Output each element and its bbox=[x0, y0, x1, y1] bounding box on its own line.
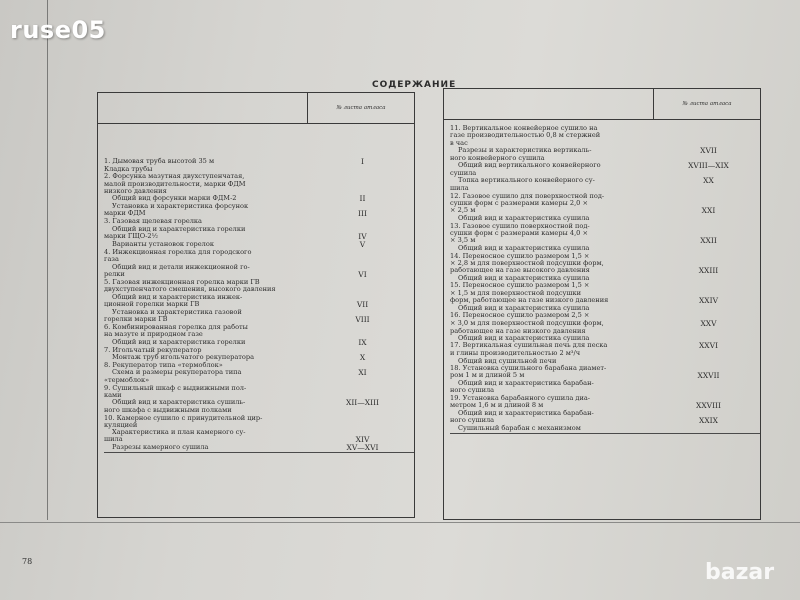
sheet-number bbox=[657, 193, 760, 200]
sheet-number bbox=[311, 166, 414, 173]
entry-title: Установка и характеристика форсунок bbox=[112, 202, 249, 211]
entry-title: сушки форм с размерами камеры 2,0 × bbox=[450, 199, 588, 208]
sheet-number: XXIII bbox=[698, 266, 719, 276]
seller-watermark: ruse05 bbox=[10, 16, 106, 44]
page-bottom-line bbox=[0, 522, 800, 523]
entry-underline bbox=[104, 452, 414, 453]
sheet-number: VIII bbox=[355, 315, 370, 325]
entry-title: 1. Дымовая труба высотой 35 м bbox=[104, 157, 215, 165]
page-number: 78 bbox=[22, 557, 33, 566]
entry-title: работающее на газе высокого давления bbox=[450, 266, 590, 275]
entry-title: × 3,0 м для поверхностной подсушки форм, bbox=[450, 318, 604, 327]
contents-table-left bbox=[97, 92, 415, 518]
entry-title: малой производительности, марки ФДМ bbox=[104, 179, 246, 188]
sheet-number: XXVI bbox=[698, 341, 719, 351]
contents-entry bbox=[98, 385, 414, 392]
entry-title: ного сушила bbox=[450, 386, 495, 395]
sheet-number bbox=[657, 305, 760, 312]
sheet-number: XXVII bbox=[697, 371, 720, 381]
column-header: № листа атласа bbox=[308, 93, 415, 124]
entry-title: 10. Камерное сушило с принудительной цир- bbox=[104, 413, 263, 422]
entry-title: × 2,5 м bbox=[450, 206, 476, 215]
sheet-number bbox=[311, 422, 414, 429]
entry-title: газа bbox=[104, 255, 119, 264]
entry-title: ром 1 м и длиной 5 м bbox=[450, 371, 525, 380]
entry-title: Общий вид и характеристика сушила bbox=[458, 214, 590, 223]
entry-title: Монтаж труб игольчатого рекуператора bbox=[112, 353, 255, 362]
entry-title: и глины производительностью 2 м³/ч bbox=[450, 349, 581, 358]
sheet-number: IV bbox=[358, 232, 367, 242]
entry-title: Общий вид и характеристика горелки bbox=[112, 224, 246, 233]
sheet-number bbox=[657, 245, 760, 252]
sheet-number: VII bbox=[356, 299, 369, 309]
entry-title: 9. Сушильный шкаф с выдвижными пол- bbox=[104, 383, 247, 392]
entry-title: Общий вид и характеристика горелки bbox=[112, 337, 246, 346]
entry-title: сушки форм с размерами камеры 4,0 × bbox=[450, 228, 588, 237]
sheet-number bbox=[311, 377, 414, 384]
column-header: № листа атласа bbox=[654, 89, 761, 120]
entry-title: 2. Форсунка мазутная двухступенчатая, bbox=[104, 172, 245, 181]
entry-title: × 1,5 м для поверхностной подсушки bbox=[450, 288, 582, 297]
sheet-number: XX bbox=[703, 176, 714, 186]
sheet-number bbox=[311, 385, 414, 392]
entry-title: Разрезы и характеристика вертикаль- bbox=[458, 145, 592, 154]
entry-title: куляцией bbox=[104, 420, 138, 429]
contents-entry bbox=[98, 249, 414, 256]
entry-title: ционной горелки марки ГВ bbox=[104, 299, 200, 308]
sheet-number bbox=[311, 407, 414, 414]
entry-title: двухступенчатого смешения, высокого давления bbox=[104, 285, 276, 294]
left-margin-line bbox=[47, 0, 48, 520]
entry-title: релки bbox=[104, 269, 125, 278]
entry-title: 15. Переносное сушило размером 1,5 × bbox=[450, 281, 590, 290]
contents-table-right bbox=[443, 88, 761, 520]
contents-entry bbox=[98, 444, 414, 452]
entry-title: Общий вид и характеристика барабан- bbox=[458, 409, 594, 418]
sheet-number bbox=[657, 328, 760, 335]
entry-title: Общий вид и характеристика сушила bbox=[458, 244, 590, 253]
sheet-number bbox=[657, 125, 760, 132]
sheet-number: X bbox=[359, 353, 366, 363]
entry-title: 12. Газовое сушило для поверхностной под- bbox=[450, 191, 605, 200]
sheet-number bbox=[311, 286, 414, 293]
entry-title: 5. Газовая инжекционная горелка марки ГВ bbox=[104, 277, 260, 286]
entry-title: × 3,5 м bbox=[450, 236, 476, 245]
entry-title: Кладка трубы bbox=[104, 165, 153, 173]
sheet-number bbox=[311, 249, 414, 256]
sheet-number: XXV bbox=[700, 318, 717, 328]
contents-entry bbox=[444, 132, 760, 139]
entry-title: низкого давления bbox=[104, 186, 167, 195]
entry-title: Общий вид и характеристика сушила bbox=[458, 274, 590, 283]
entry-title: сушила bbox=[450, 169, 477, 178]
entry-title: Общий вид и детали инжекционной го- bbox=[112, 262, 250, 271]
sheet-number: I bbox=[361, 157, 364, 166]
sheet-number bbox=[657, 387, 760, 394]
entry-title: Общий вид и характеристика сушила bbox=[458, 333, 590, 342]
sheet-number: XVIII—XIX bbox=[688, 161, 729, 171]
entry-title: Общий вид и характеристика барабан- bbox=[458, 379, 594, 388]
entry-title: горелки марки ГВ bbox=[104, 315, 168, 324]
right-entry-list bbox=[444, 125, 760, 434]
sheet-number bbox=[311, 173, 414, 180]
entry-title: 17. Вертикальная сушильная печь для песка bbox=[450, 341, 608, 350]
entry-title: ного шкафа с выдвижными полками bbox=[104, 406, 232, 415]
entry-title: 18. Установка сушильного барабана диамет- bbox=[450, 363, 607, 372]
entry-title: Сушильный барабан с механизмом bbox=[458, 424, 581, 433]
sheet-number: XXVIII bbox=[696, 401, 721, 411]
entry-title: форм, работающее на газе низкого давления bbox=[450, 296, 609, 305]
sheet-number: XV—XVI bbox=[346, 443, 379, 453]
sheet-number: XXI bbox=[701, 206, 716, 216]
entry-title: 3. Газовая щелевая горелка bbox=[104, 217, 202, 226]
sheet-number: II bbox=[359, 194, 366, 204]
entry-title: 4. Инжекционная горелка для городского bbox=[104, 248, 252, 257]
sheet-number bbox=[311, 324, 414, 331]
entry-title: в час bbox=[450, 138, 468, 147]
sheet-number: XIV bbox=[355, 435, 370, 445]
entry-title: × 2,8 м для поверхностной подсушки форм, bbox=[450, 258, 604, 267]
contents-entry bbox=[444, 162, 760, 170]
sheet-number bbox=[311, 218, 414, 225]
entry-title: 13. Газовое сушило поверхностной под- bbox=[450, 221, 590, 230]
sheet-number bbox=[311, 181, 414, 188]
entry-title: «термоблок» bbox=[104, 376, 150, 385]
left-entry-list bbox=[98, 158, 414, 453]
sheet-number bbox=[657, 275, 760, 282]
sheet-number: IX bbox=[358, 337, 367, 347]
entry-title: ного конвейерного сушила bbox=[450, 153, 545, 162]
entry-title: Разрезы камерного сушила bbox=[112, 443, 209, 452]
header-blank bbox=[98, 93, 308, 124]
sheet-number: V bbox=[359, 240, 366, 250]
header-blank bbox=[444, 89, 654, 120]
sheet-number bbox=[657, 132, 760, 139]
sheet-number bbox=[657, 350, 760, 357]
entry-title: Варианты установок горелок bbox=[112, 240, 214, 249]
entry-title: Общий вид форсунки марки ФДМ-2 bbox=[112, 194, 237, 203]
entry-title: на мазуте и природном газе bbox=[104, 330, 203, 339]
entry-title: Общий вид вертикального конвейерного bbox=[458, 161, 601, 170]
contents-entry bbox=[98, 415, 414, 422]
sheet-number bbox=[657, 380, 760, 387]
sheet-number bbox=[311, 256, 414, 263]
entry-title: метром 1,6 м и длиной 8 м bbox=[450, 401, 544, 410]
sheet-number: XXIX bbox=[699, 416, 718, 426]
entry-title: газе производительностью 0,8 м стержней bbox=[450, 131, 601, 140]
entry-title: Общий вид и характеристика сушила bbox=[458, 304, 590, 313]
sheet-number: XXII bbox=[700, 236, 717, 246]
contents-entry bbox=[444, 425, 760, 432]
entry-title: ного сушила bbox=[450, 416, 495, 425]
contents-entry bbox=[444, 177, 760, 185]
entry-title: 7. Игольчатый рекуператор bbox=[104, 345, 202, 354]
entry-title: марки ГЩО-2½ bbox=[104, 232, 159, 241]
sheet-number: VI bbox=[358, 269, 367, 279]
entry-title: шила bbox=[450, 184, 469, 193]
entry-title: Установка и характеристика газовой bbox=[112, 307, 242, 316]
sheet-number bbox=[657, 358, 760, 365]
sheet-number: XVII bbox=[700, 145, 717, 155]
sheet-number: XII—XIII bbox=[346, 398, 379, 408]
entry-title: Схема и размеры рекуператора типа bbox=[112, 368, 242, 377]
entry-title: работающее на газе низкого давления bbox=[450, 326, 586, 335]
entry-title: Характеристика и план камерного су- bbox=[112, 428, 246, 437]
entry-underline bbox=[450, 433, 760, 434]
entry-title: 19. Установка барабанного сушила диа- bbox=[450, 393, 591, 402]
entry-title: 6. Комбинированная горелка для работы bbox=[104, 323, 248, 332]
entry-title: Общий вид и характеристика сушиль- bbox=[112, 398, 246, 407]
sheet-number bbox=[657, 425, 760, 432]
sheet-number bbox=[657, 253, 760, 260]
sheet-number: III bbox=[358, 209, 367, 219]
sheet-number: XXIV bbox=[698, 296, 719, 306]
site-logo: bazar bbox=[705, 560, 775, 585]
entry-title: Топка вертикального конвейерного су- bbox=[458, 176, 595, 185]
entry-title: шила bbox=[104, 435, 123, 444]
sheet-number bbox=[311, 415, 414, 422]
entry-title: 8. Рекуператор типа «термоблок» bbox=[104, 361, 223, 370]
entry-title: 16. Переносное сушило размером 2,5 × bbox=[450, 311, 590, 320]
entry-title: 14. Переносное сушило размером 1,5 × bbox=[450, 251, 590, 260]
entry-title: 11. Вертикальное конвейерное сушило на bbox=[450, 124, 598, 132]
sheet-number: XI bbox=[358, 368, 367, 378]
contents-title: СОДЕРЖАНИЕ bbox=[372, 80, 457, 90]
entry-title: марки ФДМ bbox=[104, 209, 146, 218]
entry-title: Общий вид сушильной печи bbox=[458, 356, 557, 365]
sheet-number bbox=[311, 279, 414, 286]
sheet-number bbox=[657, 215, 760, 222]
sheet-number bbox=[657, 223, 760, 230]
sheet-number bbox=[657, 282, 760, 289]
entry-title: Общий вид и характеристика инжек- bbox=[112, 292, 243, 301]
entry-title: ками bbox=[104, 390, 122, 399]
sheet-number bbox=[657, 185, 760, 192]
